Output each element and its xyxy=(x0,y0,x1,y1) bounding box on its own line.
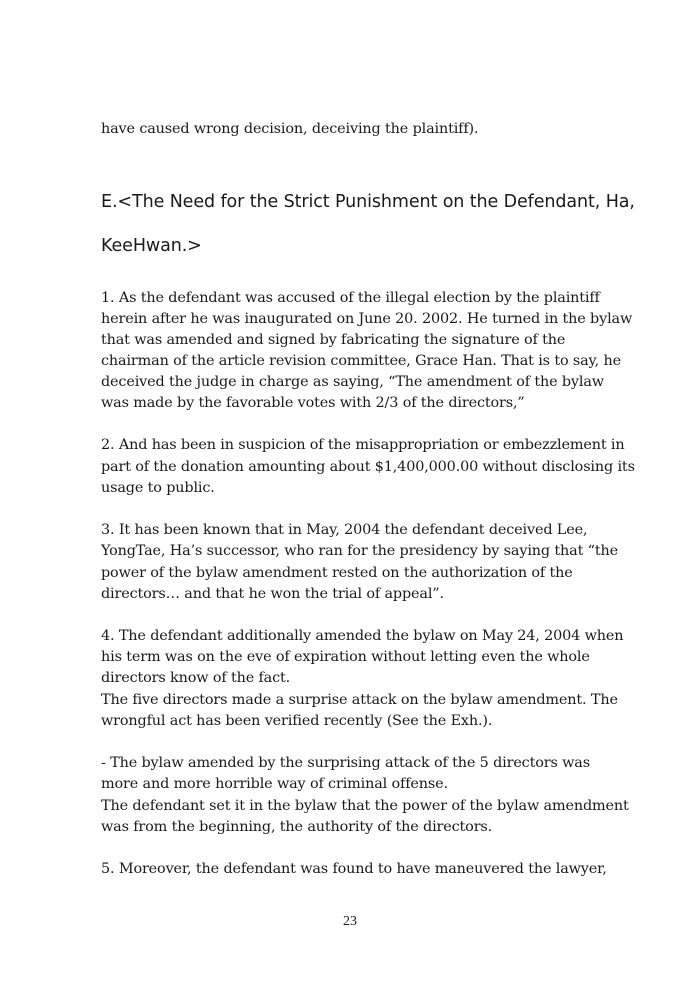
text-line: herein after he was inaugurated on June 20. 2002. He turned in the bylaw xyxy=(101,311,633,327)
text-line: wrongful act has been verified recently (See the Exh.). xyxy=(101,713,493,729)
text-line: deceived the judge in charge as saying, “The amendment of the bylaw xyxy=(101,374,604,390)
intro-text-line: have caused wrong decision, deceiving the plaintiff). xyxy=(101,121,479,137)
text-line: usage to public. xyxy=(101,480,215,496)
text-line: his term was on the eve of expiration without letting even the whole xyxy=(101,649,590,665)
text-line: 3. It has been known that in May, 2004 the defendant deceived Lee, xyxy=(101,522,588,538)
text-line: - The bylaw amended by the surprising attack of the 5 directors was xyxy=(101,755,590,771)
text-line: directors know of the fact. xyxy=(101,670,291,686)
section-heading-line-2: KeeHwan.> xyxy=(101,236,202,256)
text-line: was from the beginning, the authority of the directors. xyxy=(101,819,493,835)
text-line: YongTae, Ha’s successor, who ran for the presidency by saying that “the xyxy=(101,543,618,559)
text-line: chairman of the article revision committee, Grace Han. That is to say, he xyxy=(101,353,621,369)
text-line: was made by the favorable votes with 2/3 of the directors,” xyxy=(101,395,525,411)
text-line: 5. Moreover, the defendant was found to have maneuvered the lawyer, xyxy=(101,861,607,877)
text-line: more and more horrible way of criminal offense. xyxy=(101,776,448,792)
text-line: The five directors made a surprise attack on the bylaw amendment. The xyxy=(101,692,618,708)
text-line: power of the bylaw amendment rested on the authorization of the xyxy=(101,565,573,581)
page-number: 23 xyxy=(343,914,357,929)
text-line: The defendant set it in the bylaw that the power of the bylaw amendment xyxy=(101,798,629,814)
text-line: that was amended and signed by fabricating the signature of the xyxy=(101,332,566,348)
text-line: directors… and that he won the trial of appeal”. xyxy=(101,586,444,602)
text-line: 4. The defendant additionally amended the bylaw on May 24, 2004 when xyxy=(101,628,624,644)
text-line: part of the donation amounting about $1,400,000.00 without disclosing its xyxy=(101,459,635,475)
section-heading-line-1: E.<The Need for the Strict Punishment on the Defendant, Ha, xyxy=(101,192,635,212)
text-line: 2. And has been in suspicion of the misappropriation or embezzlement in xyxy=(101,437,625,453)
text-line: 1. As the defendant was accused of the illegal election by the plaintiff xyxy=(101,290,600,306)
